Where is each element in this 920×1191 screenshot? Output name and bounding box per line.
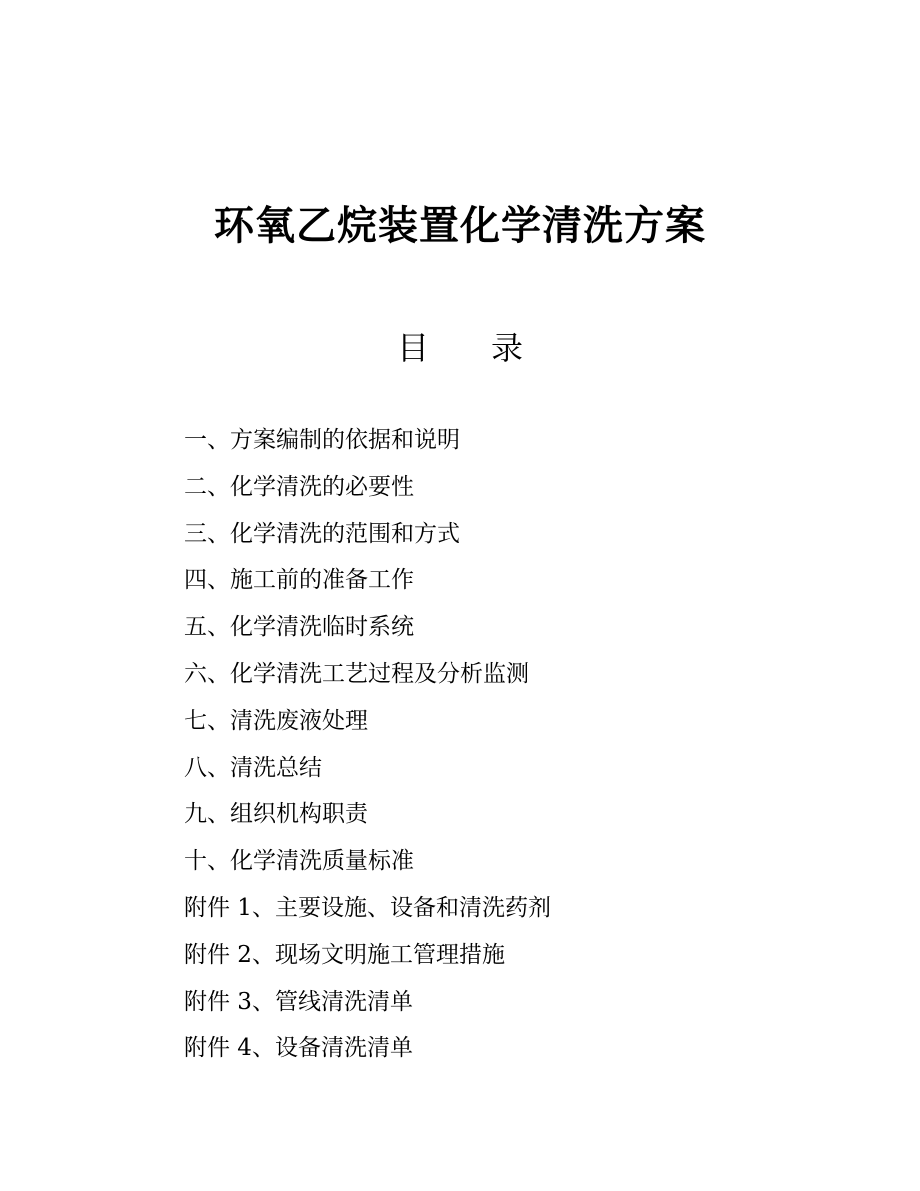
- table-of-contents: [184, 420, 551, 1075]
- toc-item: 十、化学清洗质量标准: [184, 848, 414, 875]
- toc-item: 附件 2、现场文明施工管理措施: [184, 941, 505, 968]
- toc-item: 八、清洗总结: [184, 754, 322, 781]
- toc-item: 四、施工前的准备工作: [184, 567, 414, 594]
- toc-item: 二、化学清洗的必要性: [184, 473, 414, 500]
- toc-item: 五、化学清洗临时系统: [184, 614, 414, 641]
- toc-item: 七、清洗废液处理: [184, 707, 368, 734]
- toc-item: 三、化学清洗的范围和方式: [184, 520, 460, 547]
- toc-item: 附件 3、管线清洗清单: [184, 988, 413, 1015]
- toc-heading-char-2: 录: [491, 329, 524, 367]
- toc-item: 一、方案编制的依据和说明: [184, 427, 460, 453]
- toc-item: 六、化学清洗工艺过程及分析监测: [184, 660, 529, 687]
- toc-item: 九、组织机构职责: [184, 801, 368, 828]
- toc-item: 附件 1、主要设施、设备和清洗药剂: [184, 894, 551, 921]
- document-title: 环氧乙烷装置化学清洗方案: [214, 202, 706, 249]
- toc-heading: [0, 326, 920, 370]
- toc-heading-char-1: 目: [396, 329, 429, 367]
- toc-item: 附件 4、设备清洗清单: [184, 1035, 413, 1062]
